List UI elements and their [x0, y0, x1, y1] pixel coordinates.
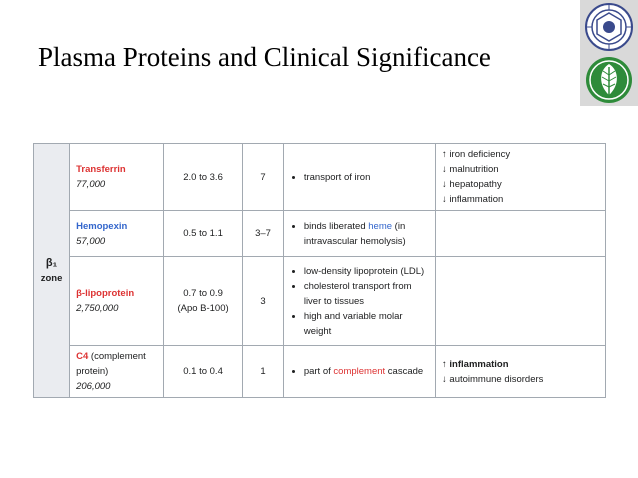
circular-emblem-icon — [584, 2, 634, 52]
significance-item: ↑ inflammation — [442, 358, 509, 370]
function-item — [304, 219, 429, 249]
protein-name-suffix: (complement protein) — [76, 351, 146, 377]
table-row — [34, 144, 606, 211]
protein-link-beta-lipoprotein[interactable]: β-lipoprotein — [76, 288, 135, 299]
concentration-value: 0.7 to 0.9 — [183, 288, 223, 299]
function-cell — [283, 211, 435, 257]
concentration-note: (Apo B-100) — [177, 303, 229, 314]
function-text: cascade — [385, 366, 424, 377]
function-item: • low-density lipoprotein (LDL) — [304, 264, 429, 279]
protein-name-cell — [70, 257, 164, 346]
logo-panel — [580, 0, 638, 106]
significance-item: ↓ hepatopathy — [442, 179, 502, 190]
molecular-weight: 206,000 — [76, 381, 111, 392]
leaf-icon — [584, 55, 634, 105]
significance-item: ↓ autoimmune disorders — [442, 373, 544, 385]
protein-name-cell — [70, 346, 164, 398]
function-cell — [283, 346, 435, 398]
slide-title: Plasma Proteins and Clinical Significance — [38, 42, 491, 72]
significance-item: ↑ iron deficiency — [442, 149, 511, 160]
function-text: part of — [303, 366, 334, 377]
significance-cell — [436, 211, 606, 257]
heme-link[interactable]: heme — [368, 220, 393, 232]
function-item — [304, 364, 429, 379]
function-item: • transport of iron — [304, 170, 429, 185]
table-row — [34, 257, 606, 346]
protein-name-cell — [70, 211, 164, 257]
concentration-cell: 2.0 to 3.6 — [163, 144, 242, 211]
concentration-cell — [163, 257, 242, 346]
percent-cell: 1 — [243, 346, 284, 398]
function-item: • cholesterol transport from liver to tissues — [304, 279, 429, 309]
function-cell — [283, 144, 435, 211]
protein-name-cell — [70, 144, 164, 211]
percent-cell: 3–7 — [243, 211, 284, 257]
protein-link-transferrin[interactable]: Transferrin — [76, 164, 126, 175]
zone-symbol: β₁ — [45, 256, 58, 269]
function-text: binds liberated — [303, 220, 369, 232]
function-cell — [283, 257, 435, 346]
significance-cell — [436, 144, 606, 211]
function-item: • high and variable molar weight — [304, 309, 429, 339]
zone-cell — [34, 144, 70, 398]
table-row — [34, 346, 606, 398]
zone-label: zone — [40, 272, 63, 284]
protein-link-hemopexin[interactable]: Hemopexin — [76, 220, 128, 232]
significance-cell — [436, 257, 606, 346]
significance-cell — [436, 346, 606, 398]
percent-cell: 3 — [243, 257, 284, 346]
concentration-cell: 0.5 to 1.1 — [163, 211, 242, 257]
percent-cell: 7 — [243, 144, 284, 211]
molecular-weight: 57,000 — [76, 235, 106, 247]
plasma-protein-table — [33, 143, 606, 398]
complement-link[interactable]: complement — [333, 366, 386, 377]
concentration-cell: 0.1 to 0.4 — [163, 346, 242, 398]
function-text: (in intravascular hemolysis) — [303, 220, 406, 247]
molecular-weight: 77,000 — [76, 179, 106, 190]
significance-item: ↓ malnutrition — [442, 164, 499, 175]
molecular-weight: 2,750,000 — [76, 303, 119, 314]
table-row — [34, 211, 606, 257]
protein-link-c4[interactable]: C4 — [76, 351, 89, 362]
significance-item: ↓ inflammation — [442, 194, 504, 205]
